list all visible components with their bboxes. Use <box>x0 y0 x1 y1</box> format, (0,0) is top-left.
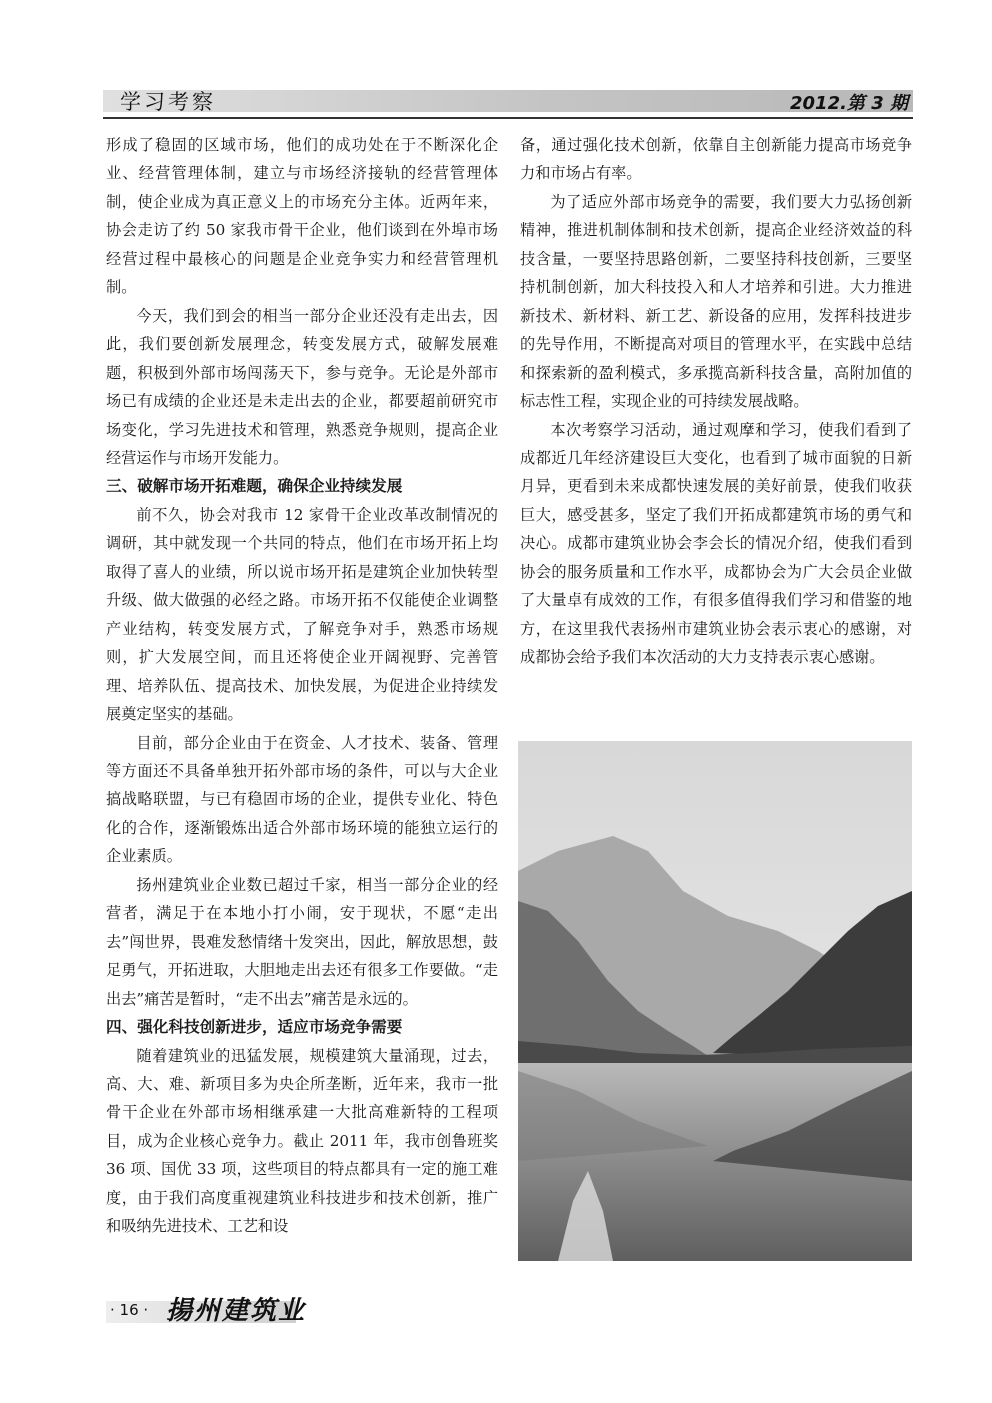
issue-label: 2012.第 3 期 <box>790 93 908 114</box>
paragraph: 目前，部分企业由于在资金、人才技术、装备、管理等方面还不具备单独开拓外部市场的条件，可以与大企业搞战略联盟，与已有稳固市场的企业，提供专业化、特色化的合作，逐渐锻炼出适合外部市场环境的能独立运行的企业素质。 <box>106 733 498 866</box>
header-rule <box>103 117 913 119</box>
magazine-logo: 揚州建筑业 <box>166 1296 307 1326</box>
landscape-photo <box>518 741 912 1261</box>
page-number: · 16 · <box>110 1301 149 1319</box>
paragraph: 扬州建筑业企业数已超过千家，相当一部分企业的经营者，满足于在本地小打小闹，安于现状，不愿“走出去”闯世界，畏难发愁情绪十发突出，因此，解放思想，鼓足勇气，开拓进取，大胆地走出去还有很多工作要做。“走出去”痛苦是暂时，“走不出去”痛苦是永远的。 <box>106 875 498 1008</box>
paragraph: 本次考察学习活动，通过观摩和学习，使我们看到了成都近几年经济建设巨大变化，也看到了城市面貌的日新月异，更看到未来成都快速发展的美好前景，使我们收获巨大，感受甚多，坚定了我们开拓成都建筑市场的勇气和决心。成都市建筑业协会李会长的情况介绍，使我们看到协会的服务质量和工作水平，成都协会为广大会员企业做了大量卓有成效的工作，有很多值得我们学习和借鉴的地方，在这里我代表扬州市建筑业协会表示衷心的感谢，对成都协会给予我们本次活动的大力支持表示衷心感谢。 <box>520 420 912 667</box>
paragraph: 今天，我们到会的相当一部分企业还没有走出去，因此，我们要创新发展理念，转变发展方式，破解发展难题，积极到外部市场闯荡天下，参与竞争。无论是外部市场已有成绩的企业还是未走出去的企业，都要超前研究市场变化，学习先进技术和管理，熟悉竞争规则，提高企业经营运作与市场开发能力。 <box>106 306 498 467</box>
paragraph: 为了适应外部市场竞争的需要，我们要大力弘扬创新精神，推进机制体制和技术创新，提高企业经济效益的科技含量，一要坚持思路创新，二要坚持科技创新，三要坚持机制创新，加大科技投入和人才培养和引进。大力推进新技术、新材料、新工艺、新设备的应用，发挥科技进步的先导作用，不断提高对项目的管理水平，在实践中总结和探索新的盈利模式，多承揽高新科技含量，高附加值的标志性工程，实现企业的可持续发展战略。 <box>520 192 912 411</box>
journal-title: 学习考察 <box>120 90 216 114</box>
section-heading-3: 三、破解市场开拓难题，确保企业持续发展 <box>106 477 403 496</box>
left-column <box>106 131 498 1241</box>
paragraph: 随着建筑业的迅猛发展，规模建筑大量涌现，过去，高、大、难、新项目多为央企所垄断，近年来，我市一批骨干企业在外部市场相继承建一大批高难新特的工程项目，成为企业核心竞争力。截止 2011 年，我市创鲁班奖 36 项、国优 33 项，这些项目的特点都具有一定的施工难度，由于我们高度重视建筑业科技进步和技术创新，推广和吸纳先进技术、工艺和设 <box>106 1046 498 1236</box>
paragraph: 形成了稳固的区域市场，他们的成功处在于不断深化企业、经营管理体制，建立与市场经济接轨的经营管理体制，使企业成为真正意义上的市场充分主体。近两年来，协会走访了约 50 家我市骨干企业，他们谈到在外埠市场经营过程中最核心的问题是企业竞争实力和经营管理机制。 <box>106 136 498 297</box>
right-column <box>520 131 912 672</box>
paragraph: 前不久，协会对我市 12 家骨干企业改革改制情况的调研，其中就发现一个共同的特点，他们在市场开拓上均取得了喜人的业绩，所以说市场开拓是建筑企业加快转型升级、做大做强的必经之路。市场开拓不仅能使企业调整产业结构，转变发展方式，了解竞争对手，熟悉市场规则，扩大发展空间，而且还将使企业开阔视野、完善管理、培养队伍、提高技术、加快发展，为促进企业持续发展奠定坚实的基础。 <box>106 505 498 724</box>
paragraph: 备，通过强化技术创新，依靠自主创新能力提高市场竞争力和市场占有率。 <box>520 136 912 183</box>
section-heading-4: 四、强化科技创新进步，适应市场竞争需要 <box>106 1018 403 1037</box>
